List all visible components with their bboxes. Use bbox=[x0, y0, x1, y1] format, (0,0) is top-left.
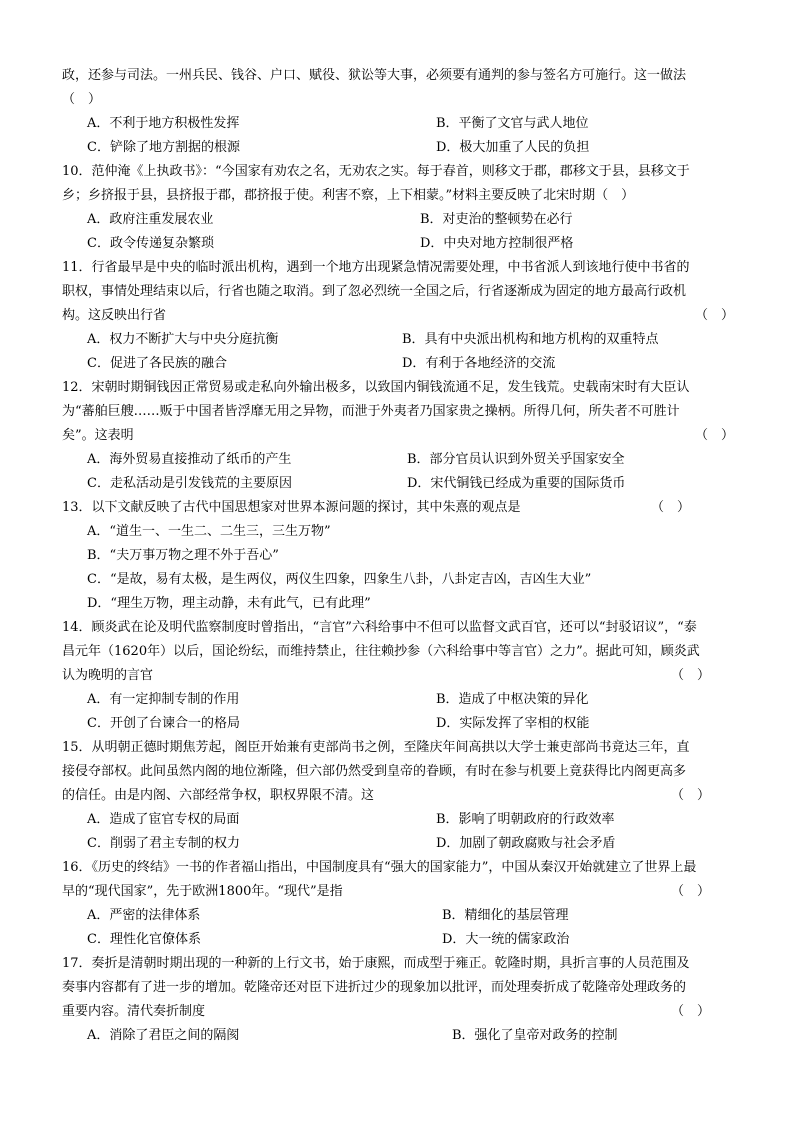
stem-text: 构。这反映出行省 bbox=[62, 308, 167, 323]
option-c[interactable]: C．理性化官僚体系 bbox=[87, 932, 201, 947]
question-stem-line: 为“蕃舶巨艘……贩于中国者皆浮靡无用之异物，而泄于外夷者乃国家贵之操柄。所得几何，所失者不可胜计 bbox=[62, 404, 680, 419]
question-stem-line bbox=[62, 496, 734, 520]
option-d[interactable]: D．大一统的儒家政治 bbox=[442, 932, 570, 947]
option-b[interactable]: B．精细化的基层管理 bbox=[442, 908, 569, 923]
question-stem-line bbox=[62, 1000, 734, 1024]
answer-parentheses: （ ） bbox=[694, 428, 734, 443]
option-a[interactable]: A．海外贸易直接推动了纸币的产生 bbox=[87, 452, 292, 467]
options-row bbox=[62, 352, 734, 376]
question-stem-line: 乡；乡挤报于县，县挤报于郡，郡挤报于使。利害不察，上下相蒙。”材料主要反映了北宋时期（ ） bbox=[62, 188, 635, 203]
question-11 bbox=[62, 256, 734, 376]
answer-parentheses: （ ） bbox=[670, 788, 710, 803]
question-stem-line bbox=[62, 664, 734, 688]
option-d[interactable]: D．有利于各地经济的交流 bbox=[402, 356, 556, 371]
options-row bbox=[62, 808, 734, 832]
question-stem-line bbox=[62, 880, 734, 904]
options-row bbox=[62, 928, 734, 952]
question-12 bbox=[62, 376, 734, 496]
question-stem-line bbox=[62, 424, 734, 448]
question-stem-line: 14．顾炎武在论及明代监察制度时曾指出，“言官”六科给事中不但可以监督文武百官，还可以“封驳诏议”，“泰 bbox=[62, 620, 697, 635]
option-c[interactable]: C．促进了各民族的融合 bbox=[87, 356, 227, 371]
stem-text: 早的“现代国家”，先于欧洲1800年。“现代”是指 bbox=[62, 884, 343, 899]
option-a[interactable]: A．严密的法律体系 bbox=[87, 908, 201, 923]
option-d[interactable]: D．中央对地方控制很严格 bbox=[420, 236, 574, 251]
question-stem-line: 11．行省最早是中央的临时派出机构，遇到一个地方出现紧急情况需要处理，中书省派人到该地行使中书省的 bbox=[62, 260, 690, 275]
option-c[interactable]: C．铲除了地方割据的根源 bbox=[87, 140, 240, 155]
answer-parentheses: （ ） bbox=[694, 308, 734, 323]
exam-page bbox=[62, 64, 734, 1048]
option-c[interactable]: C．“是故，易有太极，是生两仪，两仪生四象，四象生八卦，八卦定吉凶，吉凶生大业” bbox=[87, 572, 592, 587]
options-row bbox=[62, 448, 734, 472]
option-a[interactable]: A．有一定抑制专制的作用 bbox=[87, 692, 240, 707]
question-15 bbox=[62, 736, 734, 856]
option-b[interactable]: B．对吏治的整顿势在必行 bbox=[420, 212, 573, 227]
option-b[interactable]: B．“夫万事万物之理不外于吾心” bbox=[87, 548, 279, 563]
options-row bbox=[62, 904, 734, 928]
option-b[interactable]: B．影响了明朝政府的行政效率 bbox=[436, 812, 615, 827]
options-row bbox=[62, 712, 734, 736]
answer-parentheses: （ ） bbox=[650, 500, 690, 515]
option-b[interactable]: B．平衡了文官与武人地位 bbox=[436, 116, 589, 131]
option-d[interactable]: D．加剧了朝政腐败与社会矛盾 bbox=[436, 836, 616, 851]
option-a[interactable]: A．“道生一、一生二、二生三，三生万物” bbox=[87, 524, 331, 539]
answer-parentheses: （ ） bbox=[62, 92, 102, 107]
option-a[interactable]: A．消除了君臣之间的隔阂 bbox=[87, 1028, 240, 1043]
question-14 bbox=[62, 616, 734, 736]
question-stem-line: 17．奏折是清朝时期出现的一种新的上行文书，始于康熙，而成型于雍正。乾隆时期，具折言事的人员范围及 bbox=[62, 956, 690, 971]
question-stem-line: 16．《历史的终结》一书的作者福山指出，中国制度具有“强大的国家能力”，中国从秦汉开始就建立了世界上最 bbox=[62, 860, 697, 875]
stem-text: 矣”。这表明 bbox=[62, 428, 134, 443]
option-c[interactable]: C．开创了台谏合一的格局 bbox=[87, 716, 240, 731]
option-a[interactable]: A．造成了宦官专权的局面 bbox=[87, 812, 240, 827]
question-stem-line bbox=[62, 784, 734, 808]
options-row bbox=[62, 112, 734, 136]
stem-text: 重要内容。清代奏折制度 bbox=[62, 1004, 206, 1019]
answer-parentheses: （ ） bbox=[670, 884, 710, 899]
question-stem-line: 昌元年（1620年）以后，国论纷纭，而维持禁止，往往赖抄参（六科给事中等言官）之力”。据此可知，顾炎武 bbox=[62, 644, 700, 659]
question-stem-line: 15．从明朝正德时期焦芳起，阁臣开始兼有吏部尚书之例，至隆庆年间高拱以大学士兼吏部尚书竟达三年，直 bbox=[62, 740, 690, 755]
option-b[interactable]: B．具有中央派出机构和地方机构的双重特点 bbox=[402, 332, 659, 347]
stem-text: 的信任。由是内阁、六部经常争权，职权界限不清。这 bbox=[62, 788, 375, 803]
options-row bbox=[62, 232, 734, 256]
question-stem-line: 10．范仲淹《上执政书》：“今国家有劝农之名，无劝农之实。每于春首，则移文于郡，郡移文于县，县移文于 bbox=[62, 164, 690, 179]
question-stem-line: 接侵夺部权。此间虽然内阁的地位渐隆，但六部仍然受到皇帝的眷顾，有时在参与机要上竟获得比内阁更高多 bbox=[62, 764, 687, 779]
option-c[interactable]: C．削弱了君主专制的权力 bbox=[87, 836, 240, 851]
question-stem-line: 12．宋朝时期铜钱因正常贸易或走私向外输出极多，以致国内铜钱流通不足，发生钱荒。史载南宋时有大臣认 bbox=[62, 380, 690, 395]
options-row bbox=[62, 1024, 734, 1048]
option-d[interactable]: D．实际发挥了宰相的权能 bbox=[436, 716, 590, 731]
answer-parentheses: （ ） bbox=[670, 1004, 710, 1019]
answer-parentheses: （ ） bbox=[670, 668, 710, 683]
question-13 bbox=[62, 496, 734, 616]
options-row bbox=[62, 208, 734, 232]
options-row bbox=[62, 472, 734, 496]
question-stem-line: 政，还参与司法。一州兵民、钱谷、户口、赋役、狱讼等大事，必须要有通判的参与签名方可施行。这一做法 bbox=[62, 68, 687, 83]
option-d[interactable]: D．极大加重了人民的负担 bbox=[436, 140, 590, 155]
options-row bbox=[62, 688, 734, 712]
question-9 bbox=[62, 64, 734, 160]
option-a[interactable]: A．不利于地方积极性发挥 bbox=[87, 116, 240, 131]
question-stem-line: 职权，事情处理结束以后，行省也随之取消。到了忽必烈统一全国之后，行省逐渐成为固定的地方最高行政机 bbox=[62, 284, 687, 299]
option-b[interactable]: B．造成了中枢决策的异化 bbox=[436, 692, 589, 707]
question-10 bbox=[62, 160, 734, 256]
question-stem-line bbox=[62, 304, 734, 328]
option-d[interactable]: D．宋代铜钱已经成为重要的国际货币 bbox=[407, 476, 626, 491]
question-stem-line: 奏事内容都有了进一步的增加。乾隆帝还对臣下进折过少的现象加以批评，而处理奏折成了乾隆帝处理政务的 bbox=[62, 980, 687, 995]
stem-text: 13．以下文献反映了古代中国思想家对世界本源问题的探讨，其中朱熹的观点是 bbox=[62, 500, 521, 515]
option-c[interactable]: C．走私活动是引发钱荒的主要原因 bbox=[87, 476, 292, 491]
option-a[interactable]: A．权力不断扩大与中央分庭抗衡 bbox=[87, 332, 279, 347]
option-d[interactable]: D．“理生万物，理主动静，未有此气，已有此理” bbox=[87, 596, 371, 611]
question-16 bbox=[62, 856, 734, 952]
options-row bbox=[62, 832, 734, 856]
options-row bbox=[62, 136, 734, 160]
option-a[interactable]: A．政府注重发展农业 bbox=[87, 212, 214, 227]
question-17 bbox=[62, 952, 734, 1048]
options-row bbox=[62, 328, 734, 352]
option-b[interactable]: B．部分官员认识到外贸关乎国家安全 bbox=[407, 452, 625, 467]
option-b[interactable]: B．强化了皇帝对政务的控制 bbox=[452, 1028, 618, 1043]
option-c[interactable]: C．政令传递复杂繁琐 bbox=[87, 236, 214, 251]
stem-text: 认为晚明的言官 bbox=[62, 668, 154, 683]
